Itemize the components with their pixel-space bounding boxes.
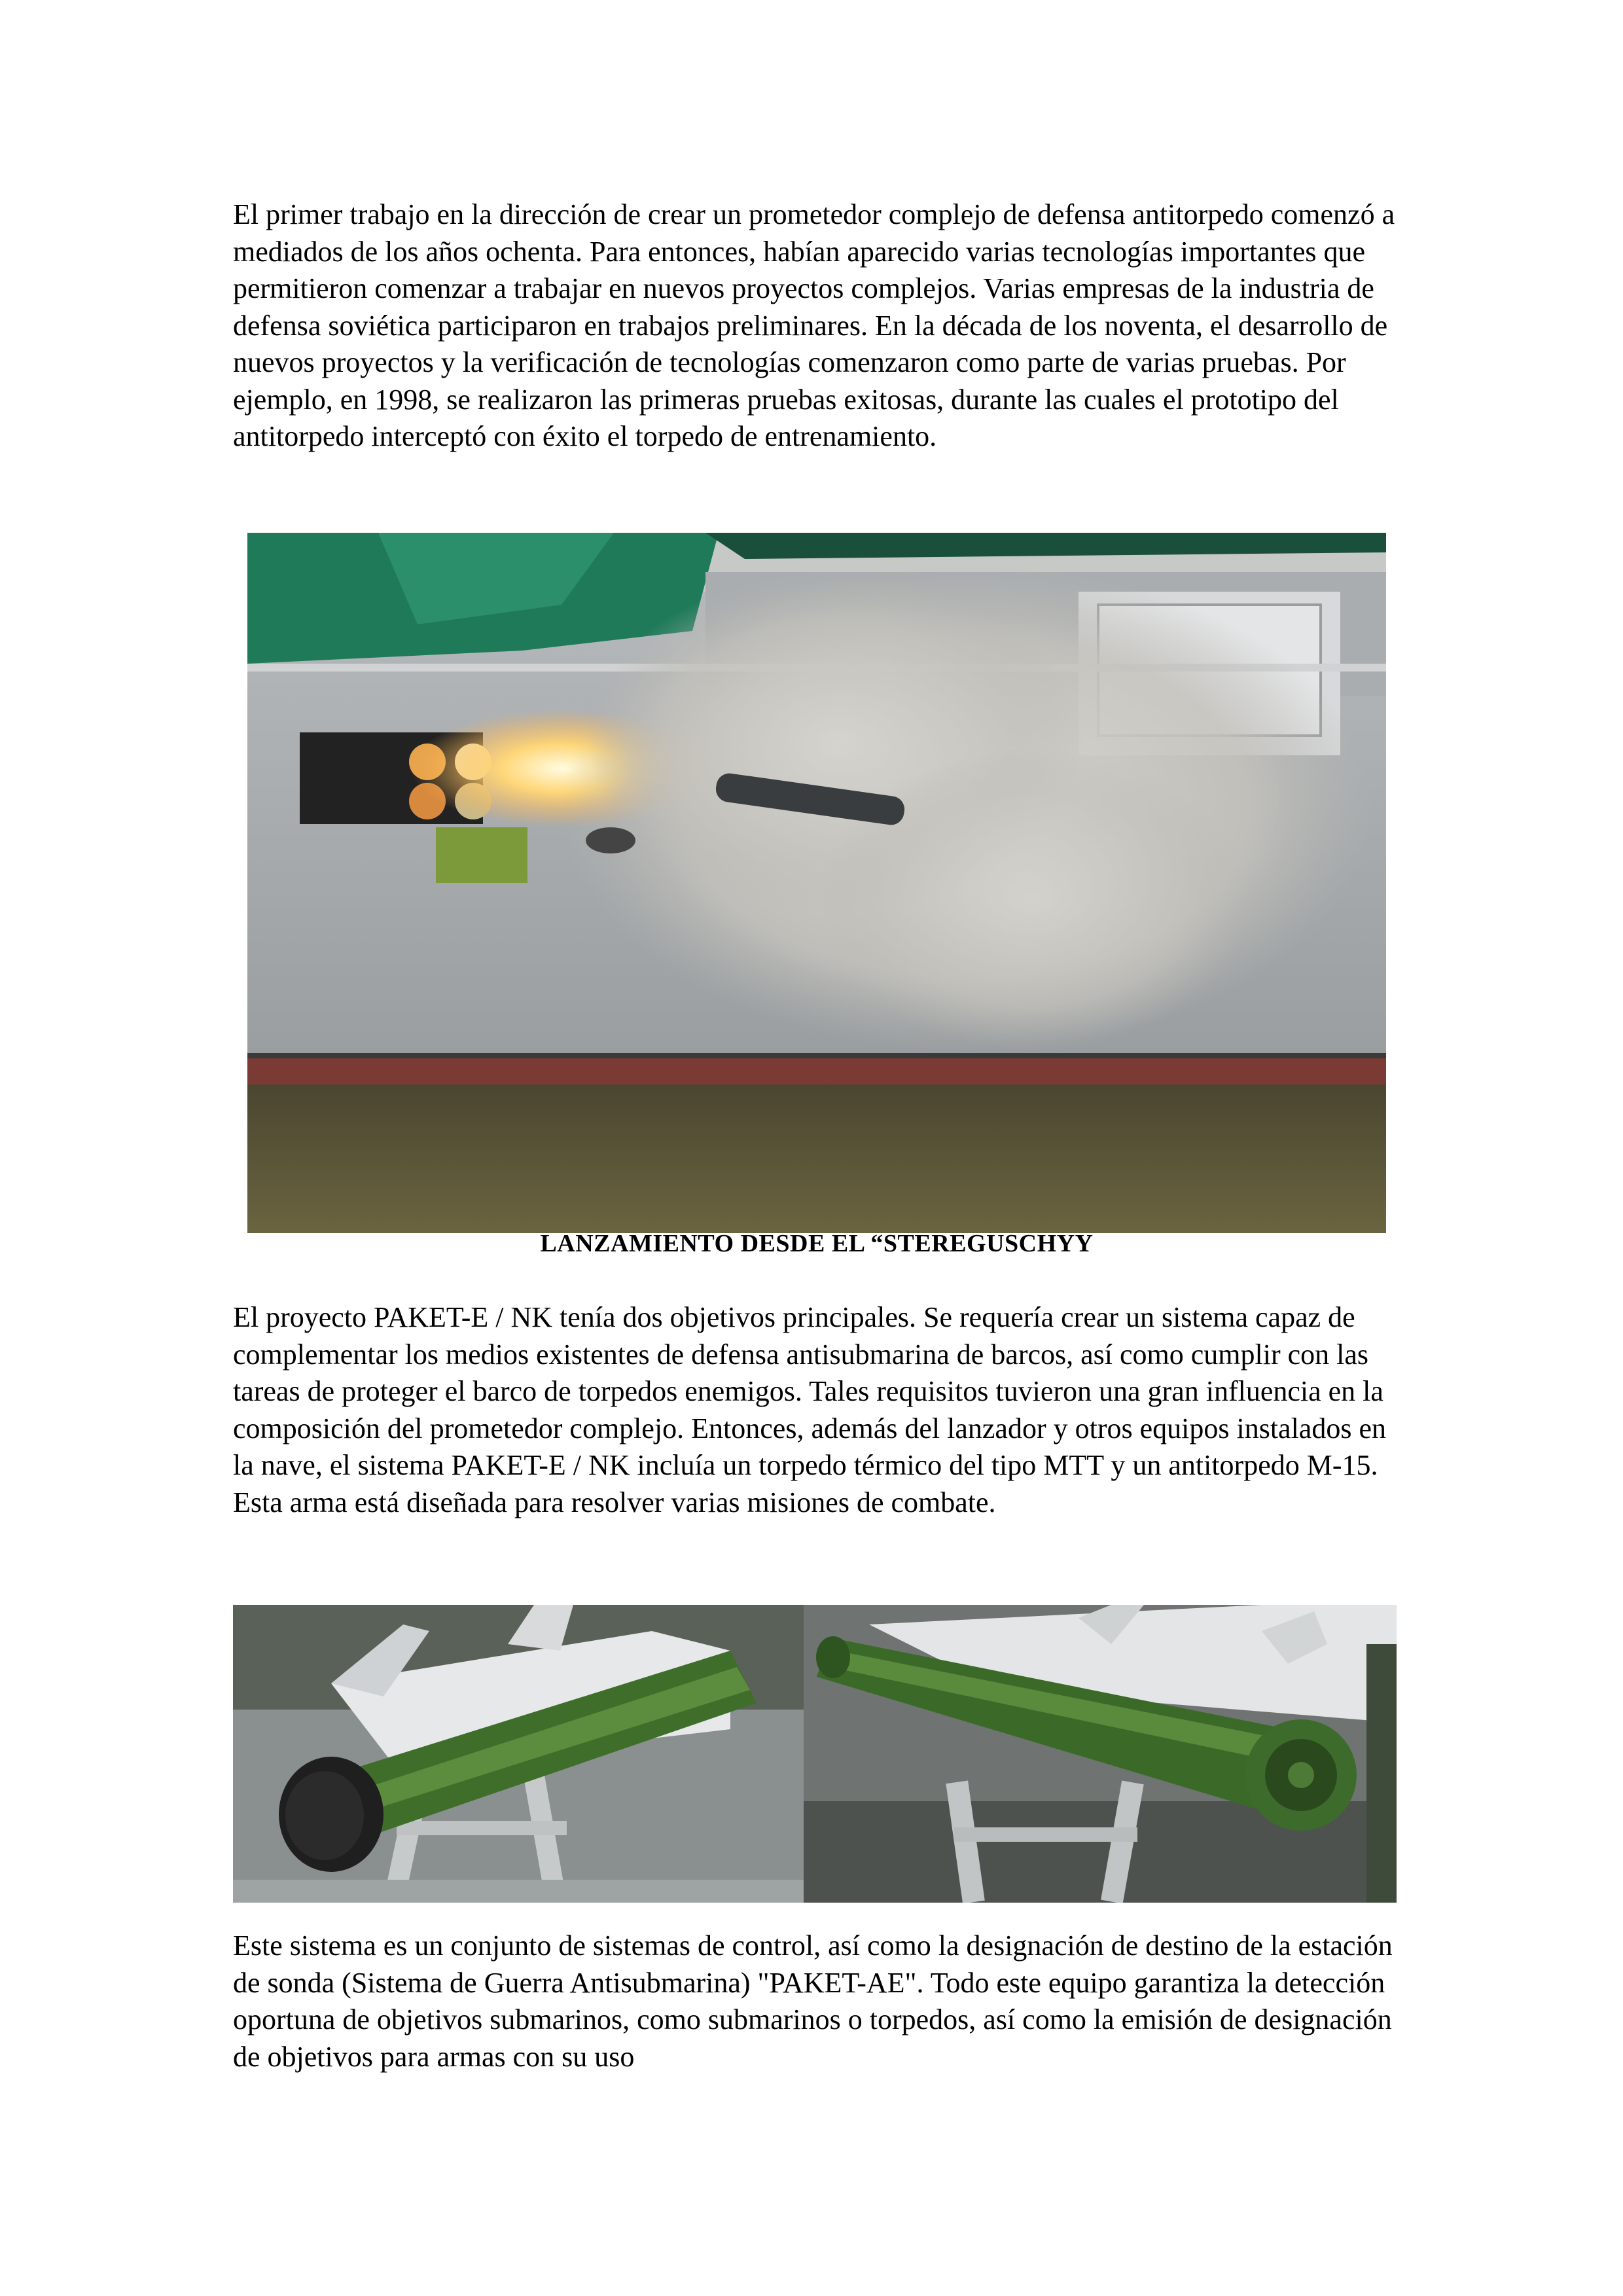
paragraph-intro: El primer trabajo en la dirección de crear un prometedor complejo de defensa antitorpedo comenzó a mediados de los años ochenta. Para entonces, habían aparecido varias tecnologías importantes que permitieron comenzar a trabajar en nuevos proyectos complejos. Varias empresas de la industria de defensa soviética participaron en trabajos preliminares. En la década de los noventa, el desarrollo de nuevos proyectos y la verificación de tecnologías comenzaron como parte de varias pruebas. Por ejemplo, en 1998, se realizaron las primeras pruebas exitosas, durante las cuales el prototipo del antitorpedo interceptó con éxito el torpedo de entrenamiento. bbox=[233, 198, 1395, 452]
paragraph-project: El proyecto PAKET-E / NK tenía dos objetivos principales. Se requería crear un sistema capaz de complementar los medios existentes de defensa antisubmarina de barcos, así como cumplir con las tareas de proteger el barco de torpedos enemigos. Tales requisitos tuvieron una gran influencia en la composición del prometedor complejo. Entonces, además del lanzador y otros equipos instalados en la nave, el sistema PAKET-E / NK incluía un torpedo térmico del tipo MTT y un antitorpedo M-15. Esta arma está diseñada para resolver varias misiones de combate. bbox=[233, 1301, 1386, 1518]
paragraph-system: Este sistema es un conjunto de sistemas de control, así como la designación de destino de la estación de sonda (Sistema de Guerra Antisubmarina) "PAKET-AE". Todo este equipo garantiza la detección oportuna de objetivos submarinos, como submarinos o torpedos, así como la emisión de designación de objetivos para armas con su uso bbox=[233, 1929, 1393, 2073]
photo-caption: LANZAMIENTO DESDE EL “STEREGUSCHYY bbox=[540, 1230, 1094, 1257]
torpedo-photo-rear bbox=[804, 1605, 1397, 1903]
torpedo-photo-front bbox=[233, 1605, 804, 1903]
launch-photo bbox=[247, 533, 1386, 1233]
